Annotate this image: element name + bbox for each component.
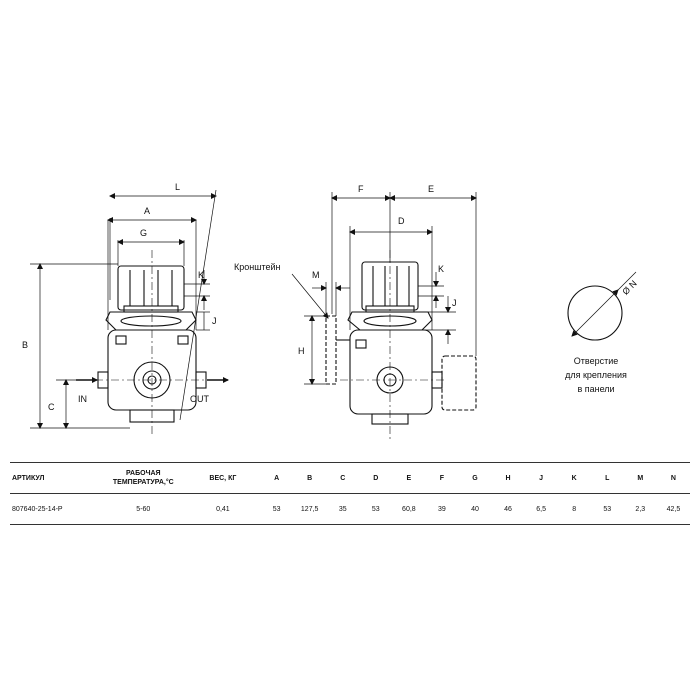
header-b: B (293, 463, 326, 494)
bracket-label: Кронштейн (234, 262, 281, 272)
dim-L: L (175, 182, 181, 192)
side-dimensions (292, 192, 476, 384)
cell-n: 42,5 (657, 494, 690, 525)
dim-N: Ø N (620, 278, 639, 297)
port-in-label: IN (78, 394, 87, 404)
bracket-plate (326, 316, 336, 384)
spec-table (10, 462, 690, 525)
front-view (95, 250, 212, 435)
panel-hole (568, 272, 639, 340)
cell-h: 46 (492, 494, 525, 525)
dim-K-side: K (438, 264, 445, 274)
cell-g: 40 (458, 494, 491, 525)
cell-l: 53 (591, 494, 624, 525)
dim-D: D (398, 216, 405, 226)
header-d: D (359, 463, 392, 494)
dim-C: C (48, 402, 55, 412)
header-n: N (657, 463, 690, 494)
header-temperature: РАБОЧАЯ ТЕМПЕРАТУРА,°С (101, 463, 186, 494)
dim-F: F (358, 184, 364, 194)
dim-E: E (428, 184, 435, 194)
header-k: K (558, 463, 591, 494)
cell-temperature: 5-60 (101, 494, 186, 525)
header-j: J (525, 463, 558, 494)
header-e: E (392, 463, 425, 494)
cell-a: 53 (260, 494, 293, 525)
front-dimensions (30, 190, 216, 428)
header-a: A (260, 463, 293, 494)
header-article: АРТИКУЛ (10, 463, 101, 494)
cell-weight: 0,41 (186, 494, 260, 525)
header-g: G (458, 463, 491, 494)
cell-m: 2,3 (624, 494, 657, 525)
panel-hole-text-1: Отверстие (573, 356, 619, 366)
dim-B: B (22, 340, 29, 350)
gauge-body (442, 356, 476, 410)
cell-j: 6,5 (525, 494, 558, 525)
table-row (10, 494, 690, 525)
cell-article: 807640-25-14-P (10, 494, 101, 525)
dim-H: H (298, 346, 305, 356)
port-out-label: OUT (190, 394, 209, 404)
dim-K: K (198, 270, 205, 280)
header-l: L (591, 463, 624, 494)
side-view (326, 250, 476, 440)
header-h: H (492, 463, 525, 494)
dim-A: A (144, 206, 151, 216)
cell-c: 35 (326, 494, 359, 525)
spec-header-row (10, 463, 690, 494)
cell-f: 39 (425, 494, 458, 525)
side-body (350, 330, 432, 414)
header-weight: ВЕС, КГ (186, 463, 260, 494)
panel-hole-text-2: для крепления (565, 370, 627, 380)
header-f: F (425, 463, 458, 494)
dim-J-side: J (452, 298, 457, 308)
cell-d: 53 (359, 494, 392, 525)
dim-G: G (140, 228, 148, 238)
panel-hole-text-3: в панели (577, 384, 615, 394)
front-knob (118, 266, 184, 310)
cell-e: 60,8 (392, 494, 425, 525)
cell-b: 127,5 (293, 494, 326, 525)
cell-k: 8 (558, 494, 591, 525)
header-m: M (624, 463, 657, 494)
header-c: C (326, 463, 359, 494)
dim-M: M (312, 270, 320, 280)
dim-J: J (212, 316, 217, 326)
